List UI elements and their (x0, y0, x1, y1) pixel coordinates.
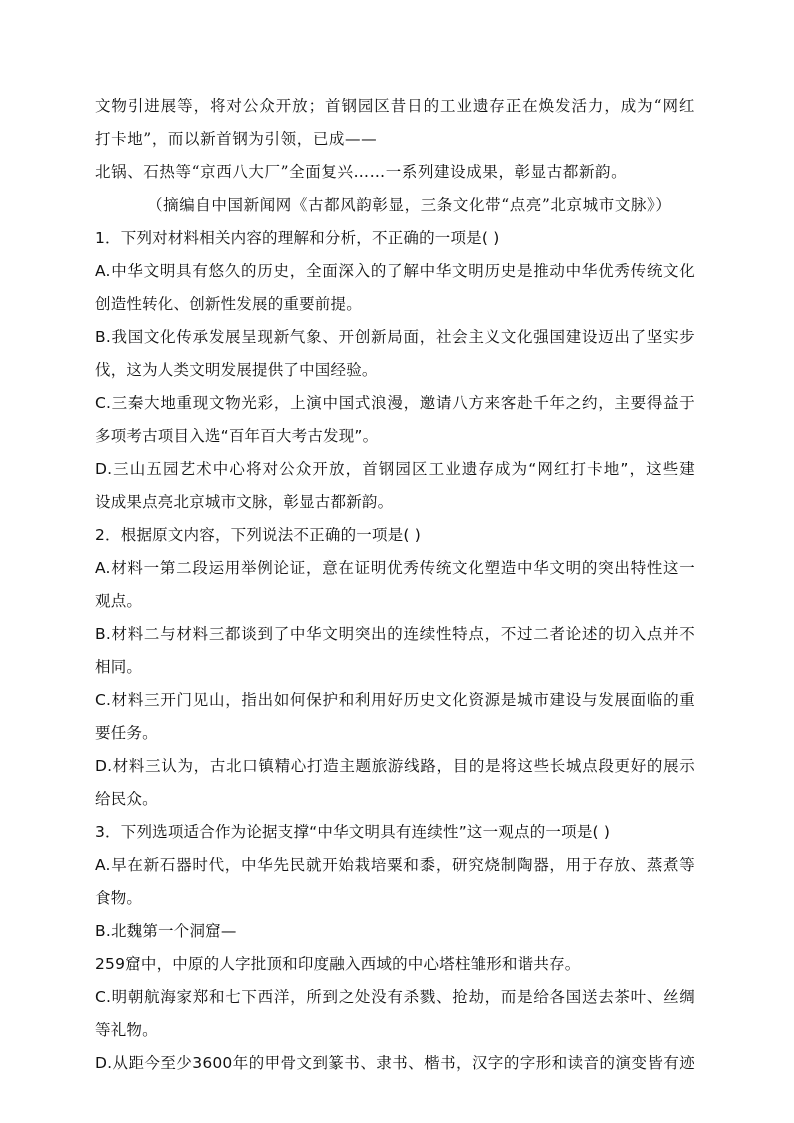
option-line: C.三秦大地重现文物光彩，上演中国式浪漫，邀请八方来客赴千年之约，主要得益于 (95, 394, 695, 412)
excerpt-source: （摘编自中国新闻网《古都风韵彰显，三条文化带“点亮”北京城市文脉》） (147, 196, 672, 214)
option-d (95, 1047, 695, 1080)
option-line: B.材料二与材料三都谈到了中华文明突出的连续性特点，不过二者论述的切入点并不 (95, 625, 695, 643)
question-1 (95, 222, 695, 519)
option-line: 观点。 (95, 592, 143, 610)
option-line: 食物。 (95, 889, 143, 907)
option-line: A.早在新石器时代，中华先民就开始栽培粟和黍，研究烧制陶器，用于存放、蒸煮等 (95, 856, 695, 874)
option-a (95, 552, 695, 618)
question-2 (95, 519, 695, 816)
option-c (95, 684, 695, 750)
option-line: B.北魏第一个洞窟— (95, 922, 237, 940)
option-line: 相同。 (95, 658, 143, 676)
option-line: 创造性转化、创新性发展的重要前提。 (95, 295, 362, 313)
excerpt-line: 北锅、石热等“京西八大厂”全面复兴……一系列建设成果，彰显古都新韵。 (95, 163, 628, 181)
question-stem: 2．根据原文内容，下列说法不正确的一项是( ) (95, 526, 421, 544)
option-a (95, 255, 695, 321)
option-b (95, 618, 695, 684)
option-line: C.材料三开门见山，指出如何保护和利用好历史文化资源是城市建设与发展面临的重 (95, 691, 695, 709)
option-d (95, 750, 695, 816)
option-line: 要任务。 (95, 724, 158, 742)
option-c (95, 981, 695, 1047)
option-a (95, 849, 695, 915)
option-line: B.我国文化传承发展呈现新气象、开创新局面，社会主义文化强国建设迈出了坚实步 (95, 328, 695, 346)
option-line: A.材料一第二段运用举例论证，意在证明优秀传统文化塑造中华文明的突出特性这一 (95, 559, 695, 577)
option-b (95, 321, 695, 387)
question-3 (95, 816, 695, 1080)
option-line: 给民众。 (95, 790, 158, 808)
option-c (95, 387, 695, 453)
option-line: C.明朝航海家郑和七下西洋，所到之处没有杀戮、抢劫，而是给各国送去茶叶、丝绸 (95, 988, 695, 1006)
question-stem: 3．下列选项适合作为论据支撑“中华文明具有连续性”这一观点的一项是( ) (95, 823, 611, 841)
option-b (95, 915, 695, 981)
option-line: D.从距今至少3600年的甲骨文到篆书、隶书、楷书，汉字的字形和读音的演变皆有迹 (95, 1054, 695, 1072)
excerpt-line: 打卡地”，而以新首钢为引领，已成—— (95, 130, 378, 148)
excerpt-line: 文物引进展等，将对公众开放；首钢园区昔日的工业遗存正在焕发活力，成为“网红 (95, 97, 695, 115)
option-line: D.材料三认为，古北口镇精心打造主题旅游线路，目的是将这些长城点段更好的展示 (95, 757, 695, 775)
option-line: 等礼物。 (95, 1021, 158, 1039)
option-line: 多项考古项目入选“百年百大考古发现”。 (95, 427, 379, 445)
page-content (95, 90, 695, 1080)
option-line: 259窟中，中原的人字批顶和印度融入西域的中心塔柱雏形和谐共存。 (95, 955, 581, 973)
question-stem: 1．下列对材料相关内容的理解和分析，不正确的一项是( ) (95, 229, 500, 247)
option-d (95, 453, 695, 519)
option-line: D.三山五园艺术中心将对公众开放，首钢园区工业遗存成为“网红打卡地”，这些建 (95, 460, 695, 478)
option-line: 伐，这为人类文明发展提供了中国经验。 (95, 361, 378, 379)
option-line: A.中华文明具有悠久的历史，全面深入的了解中华文明历史是推动中华优秀传统文化 (95, 262, 695, 280)
excerpt-passage (95, 90, 695, 222)
option-line: 设成果点亮北京城市文脉，彰显古都新韵。 (95, 493, 394, 511)
